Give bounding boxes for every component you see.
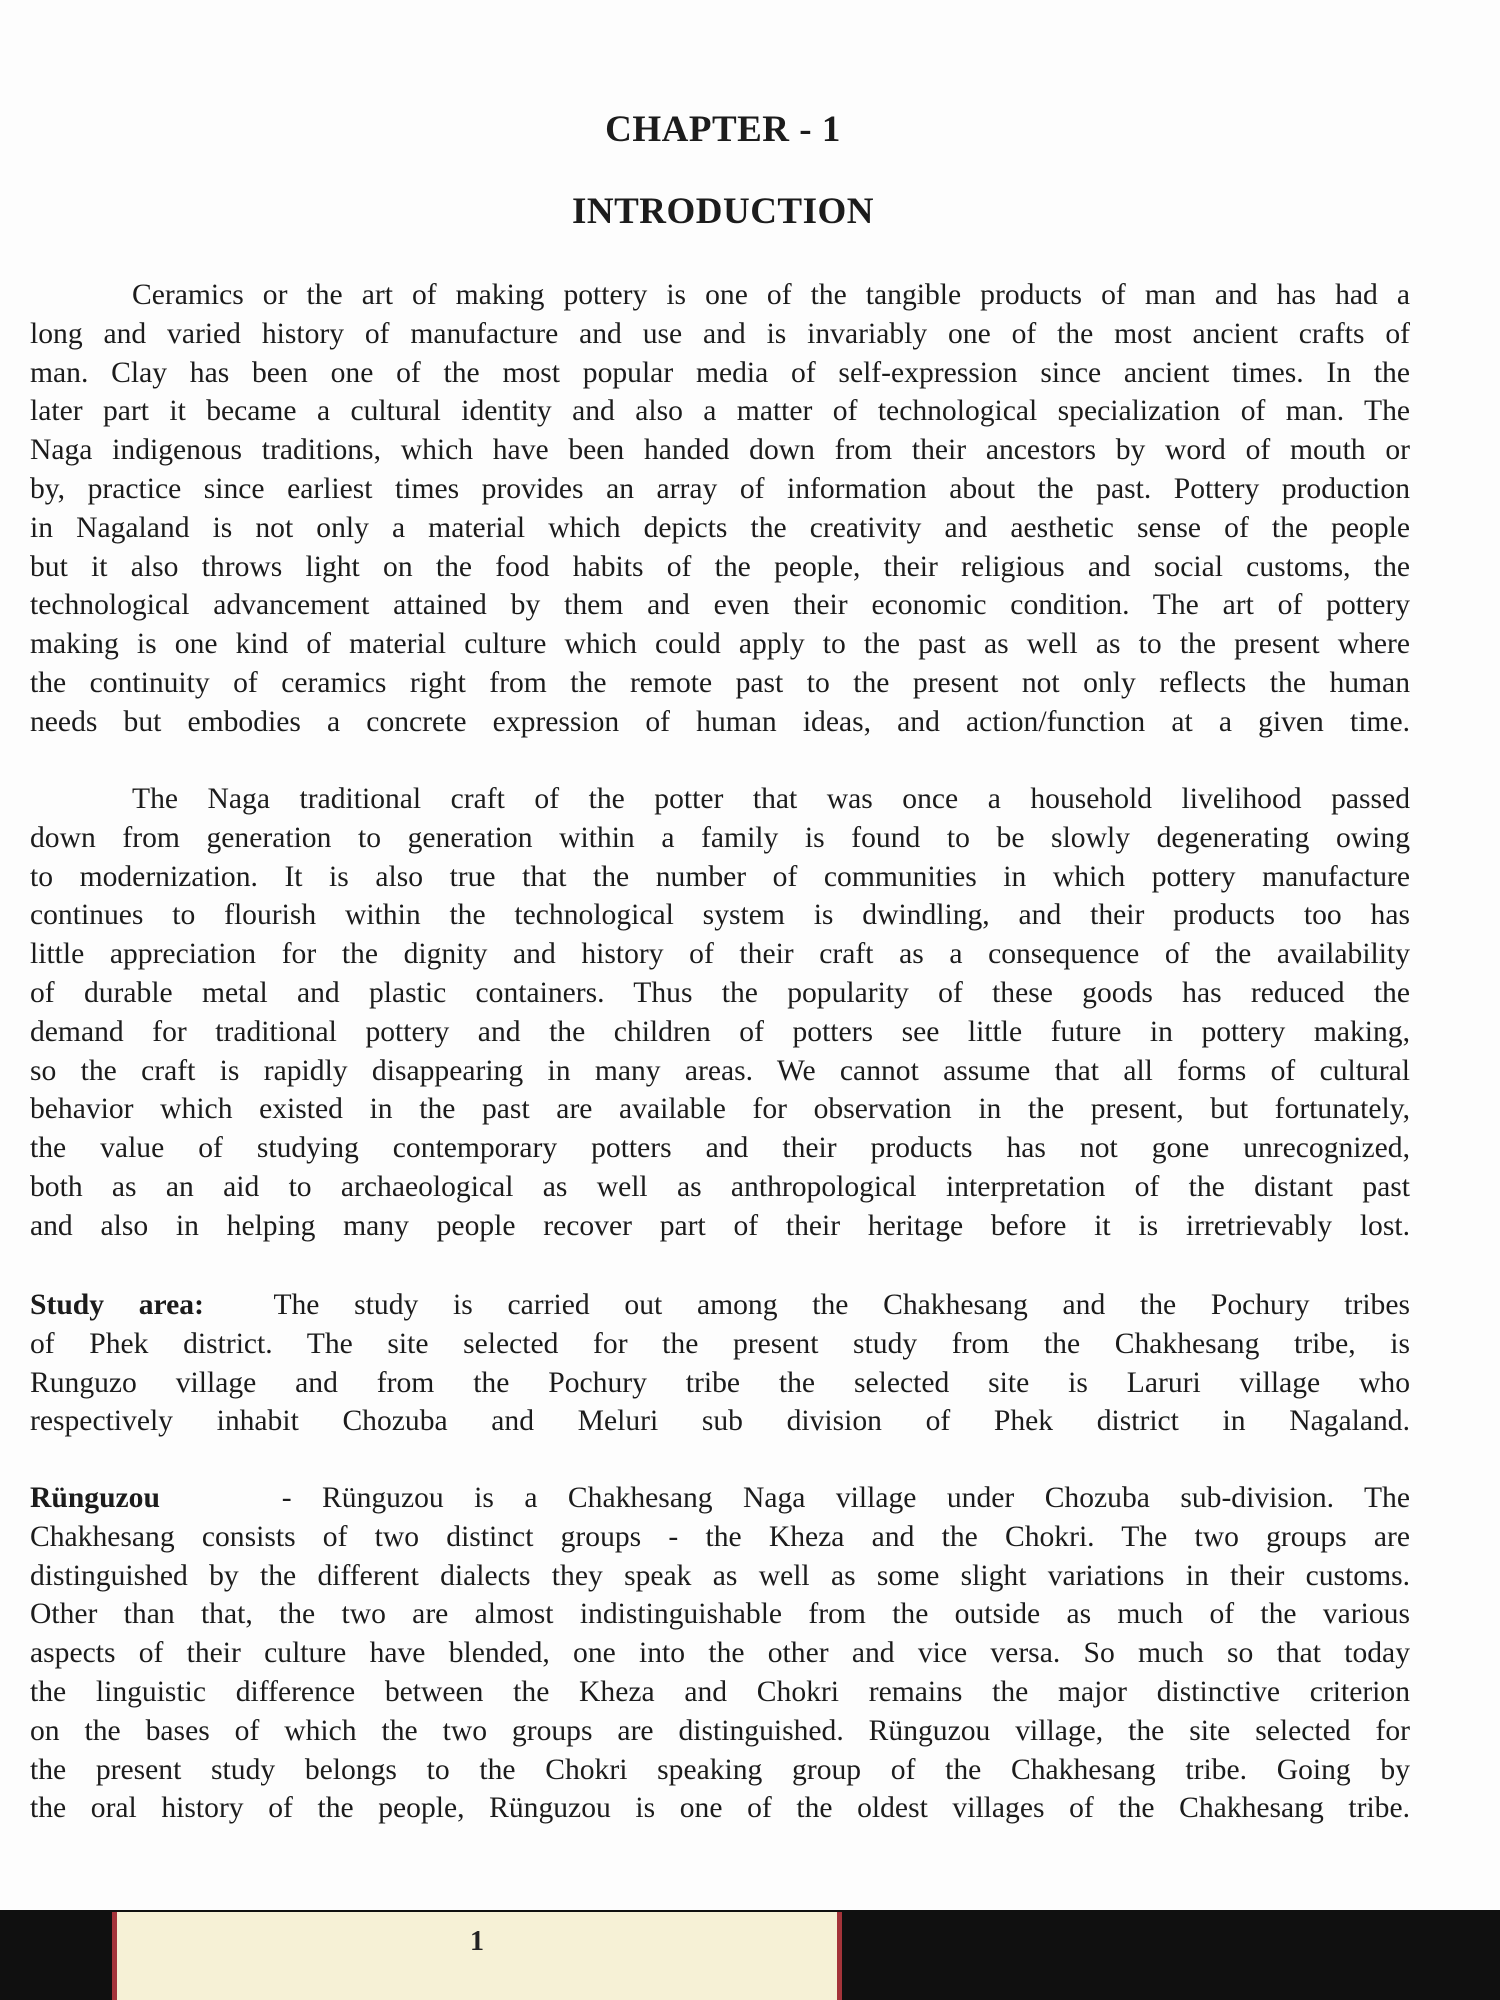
text-line: on the bases of which the two groups are distinguished. Rünguzou village, the site selected for <box>30 1714 1410 1747</box>
text-line: behavior which existed in the past are available for observation in the present, but fortunately, <box>30 1093 1410 1126</box>
text-line: little appreciation for the dignity and history of their craft as a consequence of the availability <box>30 938 1410 971</box>
text-line: in Nagaland is not only a material which depicts the creativity and aesthetic sense of the people <box>30 511 1410 544</box>
text-line: long and varied history of manufacture and use and is invariably one of the most ancient crafts of <box>30 317 1410 350</box>
text-line: making is one kind of material culture which could apply to the past as well as to the present where <box>30 628 1410 661</box>
study-area-label: Study area: <box>30 1289 204 1321</box>
chapter-title: INTRODUCTION <box>571 191 875 232</box>
text-line: Chakhesang consists of two distinct groups - the Kheza and the Chokri. The two groups are <box>30 1520 1410 1553</box>
text-line: the linguistic difference between the Kheza and Chokri remains the major distinctive criterion <box>30 1675 1410 1708</box>
text-line: both as an aid to archaeological as well as anthropological interpretation of the distant past <box>30 1170 1410 1203</box>
text-line: of Phek district. The site selected for the present study from the Chakhesang tribe, is <box>30 1327 1410 1360</box>
text-line: technological advancement attained by them and even their economic condition. The art of pottery <box>30 589 1410 622</box>
text-line: The Naga traditional craft of the potter that was once a household livelihood passed <box>132 783 1410 815</box>
text-line: continues to flourish within the technological system is dwindling, and their products too has <box>30 899 1410 932</box>
text-line: down from generation to generation within a family is found to be slowly degenerating owing <box>30 821 1410 854</box>
runguzou-first-line: - Rünguzou is a Chakhesang Naga village under Chozuba sub-division. The <box>281 1482 1410 1514</box>
text-line: to modernization. It is also true that the number of communities in which pottery manufacture <box>30 860 1410 893</box>
text-line: and also in helping many people recover part of their heritage before it is irretrievably lost. <box>30 1209 1410 1242</box>
text-line <box>30 1479 1410 1518</box>
text-line: the value of studying contemporary potters and their products has not gone unrecognized, <box>30 1132 1410 1165</box>
page-number: 1 <box>470 1926 484 1957</box>
text-line: the continuity of ceramics right from the remote past to the present not only reflects the human <box>30 666 1410 699</box>
text-line: aspects of their culture have blended, one into the other and vice versa. So much so that today <box>30 1637 1410 1670</box>
text-line: the oral history of the people, Rünguzou is one of the oldest villages of the Chakhesang tribe. <box>30 1792 1410 1825</box>
text-line: Ceramics or the art of making pottery is one of the tangible products of man and has had a <box>132 279 1410 311</box>
footer-strip <box>112 1912 842 2000</box>
text-line: so the craft is rapidly disappearing in many areas. We cannot assume that all forms of cultural <box>30 1054 1410 1087</box>
text-line <box>30 1286 1410 1325</box>
text-line: distinguished by the different dialects they speak as well as some slight variations in their customs. <box>30 1559 1410 1592</box>
text-line: Runguzo village and from the Pochury tribe the selected site is Laruri village who <box>30 1366 1410 1399</box>
text-line: by, practice since earliest times provides an array of information about the past. Pottery production <box>30 472 1410 505</box>
runguzou-label: Rünguzou <box>30 1482 160 1514</box>
text-line: needs but embodies a concrete expression of human ideas, and action/function at a given time. <box>30 705 1410 738</box>
text-line: demand for traditional pottery and the children of potters see little future in pottery making, <box>30 1015 1410 1048</box>
chapter-heading: CHAPTER - 1 <box>605 109 841 150</box>
paragraph-study-area <box>30 1286 1410 1441</box>
paragraph-1 <box>30 276 1410 742</box>
text-line: of durable metal and plastic containers. Thus the popularity of these goods has reduced the <box>30 976 1410 1009</box>
text-line: respectively inhabit Chozuba and Meluri sub division of Phek district in Nagaland. <box>30 1405 1410 1438</box>
paragraph-2 <box>30 780 1410 1246</box>
text-line: Naga indigenous traditions, which have been handed down from their ancestors by word of mouth or <box>30 434 1410 467</box>
paragraph-runguzou <box>30 1479 1410 1828</box>
text-line: later part it became a cultural identity and also a matter of technological specialization of man. The <box>30 395 1410 428</box>
text-line: Other than that, the two are almost indistinguishable from the outside as much of the various <box>30 1598 1410 1631</box>
study-area-first-line: The study is carried out among the Chakhesang and the Pochury tribes <box>273 1289 1410 1321</box>
text-line: but it also throws light on the food habits of the people, their religious and social customs, the <box>30 550 1410 583</box>
text-line: the present study belongs to the Chokri speaking group of the Chakhesang tribe. Going by <box>30 1753 1410 1786</box>
text-line: man. Clay has been one of the most popular media of self-expression since ancient times. In the <box>30 356 1410 389</box>
